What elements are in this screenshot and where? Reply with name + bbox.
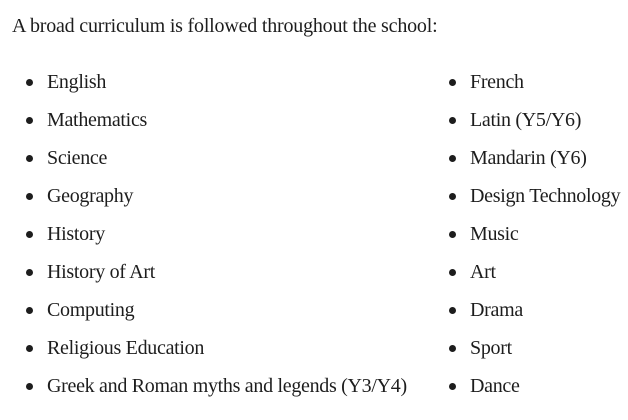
bullet-icon [26,383,33,390]
bullet-icon [26,345,33,352]
bullet-icon [449,155,456,162]
subject-label: Computing [47,299,135,321]
bullet-icon [449,117,456,124]
curriculum-intro: A broad curriculum is followed throughout the school: [12,15,438,37]
subject-label: English [47,71,107,93]
subject-label: History [47,223,105,245]
bullet-icon [449,345,456,352]
subject-label: History of Art [47,261,156,283]
subject-label: Dance [470,375,520,397]
subject-label: Sport [470,337,512,359]
bullet-icon [449,231,456,238]
subject-label: French [470,71,524,93]
subject-label: Drama [470,299,523,321]
bullet-icon [26,193,33,200]
bullet-icon [26,307,33,314]
subject-label: Geography [47,185,134,207]
bullet-icon [449,383,456,390]
bullet-icon [449,193,456,200]
subject-label: Design Technology [470,185,621,207]
subject-label: Mathematics [47,109,148,131]
subject-label: Religious Education [47,337,205,359]
subject-label: Science [47,147,108,169]
bullet-icon [26,117,33,124]
subject-label: Latin (Y5/Y6) [470,109,582,131]
subject-label: Greek and Roman myths and legends (Y3/Y4) [47,375,407,397]
subject-label: Music [470,223,519,245]
bullet-icon [449,307,456,314]
bullet-icon [449,269,456,276]
bullet-icon [26,155,33,162]
bullet-icon [26,269,33,276]
bullet-icon [26,79,33,86]
subject-label: Art [470,261,496,283]
bullet-icon [26,231,33,238]
subject-label: Mandarin (Y6) [470,147,587,169]
bullet-icon [449,79,456,86]
